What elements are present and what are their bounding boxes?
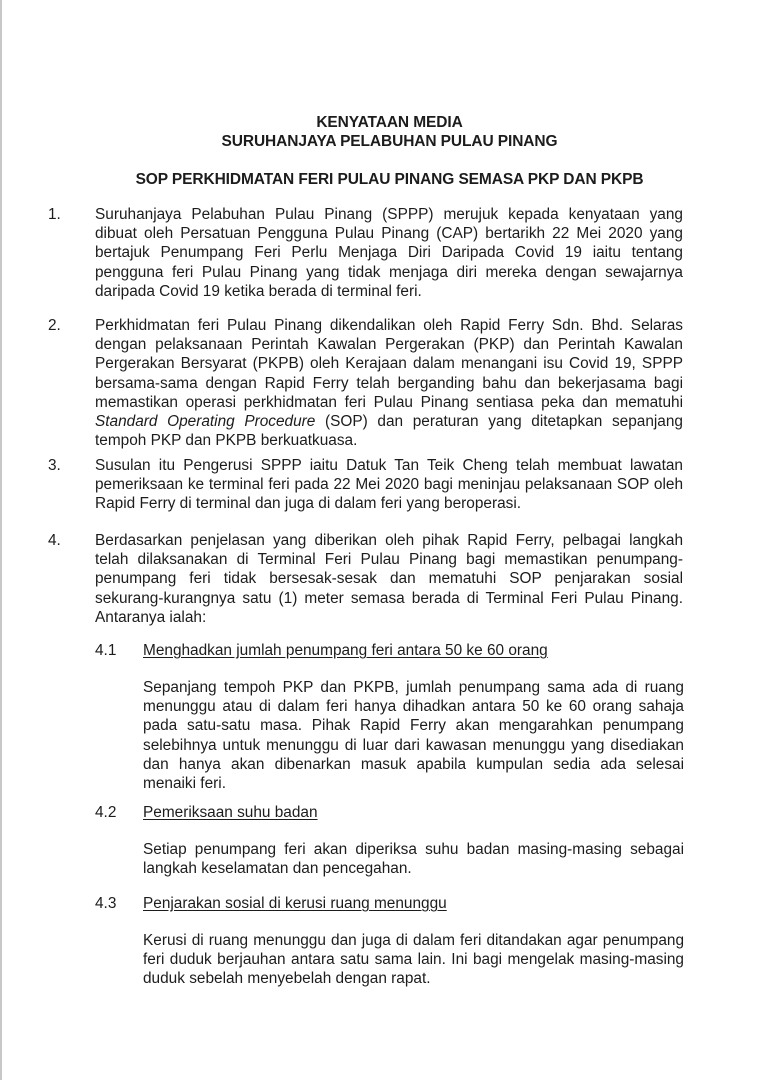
- paragraph-number: 4.: [48, 532, 61, 549]
- subsection-number: 4.2: [95, 804, 117, 821]
- subsection-4-3-text: Kerusi di ruang menunggu dan juga di dalam feri ditandakan agar penumpang feri duduk berjauhan antara satu sama lain. Ini bagi mengelak masing-masing duduk sebelah menyebelah dengan rapat.: [143, 932, 684, 988]
- paragraph-2: [48, 316, 684, 450]
- paragraph-4: [48, 531, 684, 627]
- subsection-4-1-heading: [95, 641, 685, 660]
- paragraph-1: [48, 205, 684, 301]
- subsection-4-3-heading: [95, 894, 685, 913]
- subsection-title: Penjarakan sosial di kerusi ruang menunggu: [143, 895, 447, 912]
- paragraph-text: [95, 316, 683, 450]
- paragraph-text: Susulan itu Pengerusi SPPP iaitu Datuk Tan Teik Cheng telah membuat lawatan pemeriksaan ke terminal feri pada 22 Mei 2020 bagi meninjau pelaksanaan SOP oleh Rapid Ferry di terminal dan juga di dalam feri yang beroperasi.: [95, 457, 683, 513]
- subsection-4-2-text: Setiap penumpang feri akan diperiksa suhu badan masing-masing sebagai langkah keselamatan dan pencegahan.: [143, 841, 684, 878]
- paragraph-text: Suruhanjaya Pelabuhan Pulau Pinang (SPPP) merujuk kepada kenyataan yang dibuat oleh Persatuan Pengguna Pulau Pinang (CAP) bertarikh 22 Mei 2020 yang bertajuk Penumpang Feri Perlu Menjaga Diri Daripada Covid 19 iaitu tentang pengguna feri Pulau Pinang yang tidak menjaga diri mereka dengan sewajarnya daripada Covid 19 ketika berada di terminal feri.: [95, 206, 683, 300]
- paragraph-3: [48, 456, 684, 514]
- paragraph-text-part: Perkhidmatan feri Pulau Pinang dikendalikan oleh Rapid Ferry Sdn. Bhd. Selaras dengan pelaksanaan Perintah Kawalan Pergerakan (PKP) dan Perintah Kawalan Pergerakan Bersyarat (PKPB) oleh Kerajaan dalam menangani isu Covid 19, SPPP bersama-sama dengan Rapid Ferry telah berganding bahu dan bekerjasama bagi memastikan operasi perkhidmatan feri Pulau Pinang sentiasa peka dan mematuhi: [95, 317, 683, 411]
- paragraph-italic-term: Standard Operating Procedure: [95, 413, 316, 431]
- paragraph-text-part: (SOP) dan peraturan yang ditetapkan sepanjang tempoh PKP dan PKPB berkuatkuasa.: [95, 413, 683, 450]
- paragraph-number: 3.: [48, 457, 61, 474]
- paragraph-text: Berdasarkan penjelasan yang diberikan oleh pihak Rapid Ferry, pelbagai langkah telah dilaksanakan di Terminal Feri Pulau Pinang bagi memastikan penumpang-penumpang feri tidak bersesak-sesak dan mematuhi SOP penjarakan sosial sekurang-kurangnya satu (1) meter semasa berada di Terminal Feri Pulau Pinang. Antaranya ialah:: [95, 532, 683, 626]
- header-title-line2: SURUHANJAYA PELABUHAN PULAU PINANG: [221, 133, 558, 150]
- subsection-title: Pemeriksaan suhu badan: [143, 804, 318, 821]
- subsection-4-1-text: Sepanjang tempoh PKP dan PKPB, jumlah penumpang sama ada di ruang menunggu atau di dalam feri hanya dihadkan antara 50 ke 60 orang sahaja pada satu-satu masa. Pihak Rapid Ferry akan mengarahkan penumpang selebihnya untuk menunggu di luar dari kawasan menunggu yang disediakan dan hanya akan dibenarkan masuk apabila kumpulan sedia ada selesai menaiki feri.: [143, 679, 684, 793]
- paragraph-number: 2.: [48, 317, 61, 334]
- subsection-4-2-heading: [95, 803, 685, 822]
- paragraph-number: 1.: [48, 206, 61, 223]
- subsection-title: Menghadkan jumlah penumpang feri antara 50 ke 60 orang: [143, 642, 548, 659]
- header-title-line1: KENYATAAN MEDIA: [316, 114, 463, 131]
- document-header: [0, 113, 779, 189]
- header-subtitle: SOP PERKHIDMATAN FERI PULAU PINANG SEMASA PKP DAN PKPB: [135, 171, 644, 188]
- subsection-number: 4.1: [95, 642, 117, 659]
- subsection-number: 4.3: [95, 895, 117, 912]
